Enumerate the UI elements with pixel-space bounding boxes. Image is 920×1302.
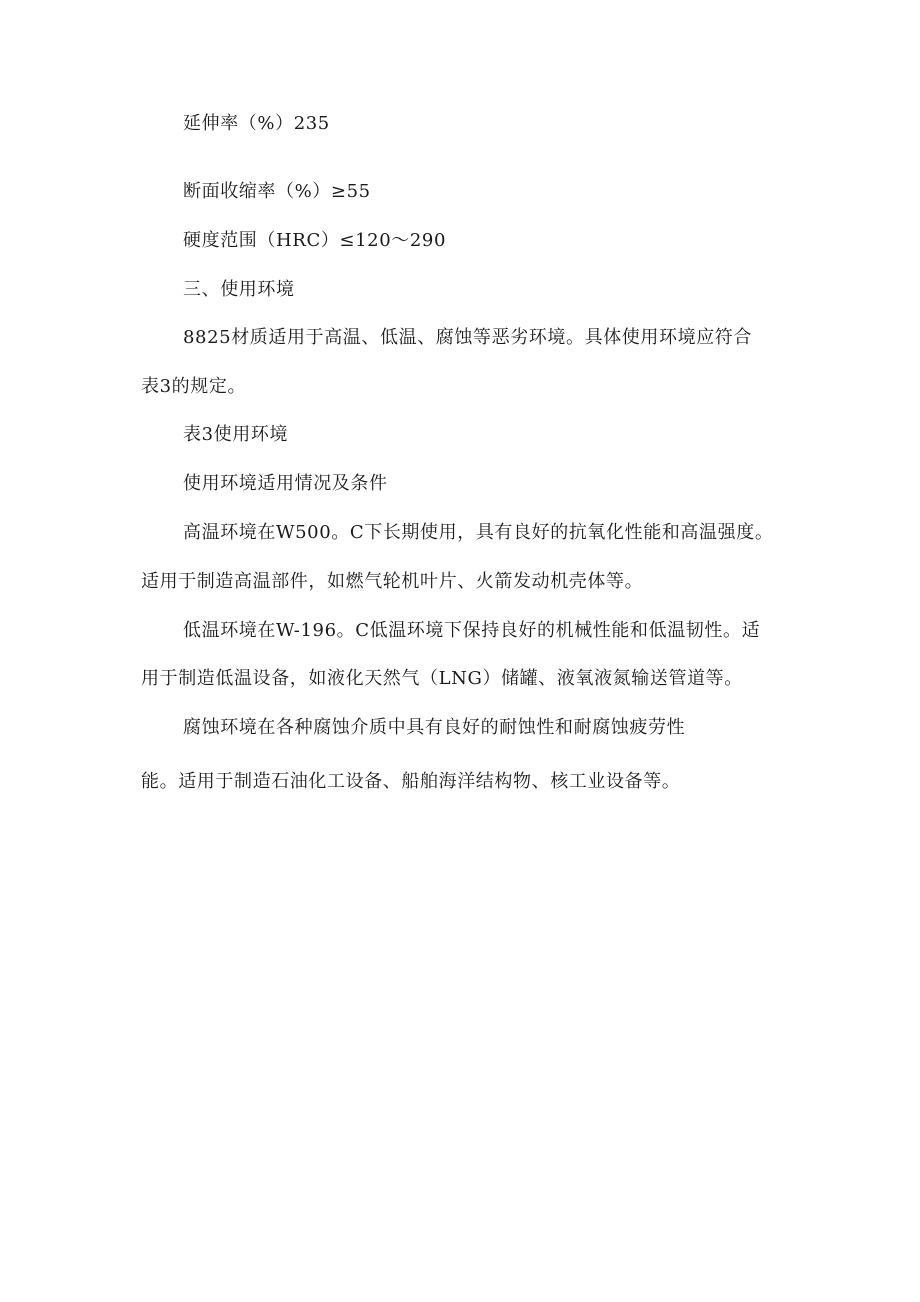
table-header: 使用环境适用情况及条件 <box>183 473 388 494</box>
paragraph-intro-line-1: 8825材质适用于高温、低温、腐蚀等恶劣环境。具体使用环境应符合 <box>183 327 753 348</box>
low-temp-line-1: 低温环境在W-196。C低温环境下保持良好的机械性能和低温韧性。适 <box>183 620 761 641</box>
paragraph-intro-line-2: 表3的规定。 <box>141 376 247 397</box>
area-reduction-line: 断面收缩率（%）≥55 <box>183 181 371 202</box>
corrosion-line-1: 腐蚀环境在各种腐蚀介质中具有良好的耐蚀性和耐腐蚀疲劳性 <box>183 717 686 738</box>
table-caption: 表3使用环境 <box>183 424 289 445</box>
hardness-range-line: 硬度范围（HRC）≤120～290 <box>183 230 447 251</box>
high-temp-line-2: 适用于制造高温部件，如燃气轮机叶片、火箭发动机壳体等。 <box>141 571 644 592</box>
high-temp-line-1: 高温环境在W500。C下长期使用，具有良好的抗氧化性能和高温强度。 <box>183 522 774 543</box>
section-heading-usage-environment: 三、使用环境 <box>183 279 295 300</box>
low-temp-line-2: 用于制造低温设备，如液化天然气（LNG）储罐、液氧液氮输送管道等。 <box>141 668 743 689</box>
corrosion-line-2: 能。适用于制造石油化工设备、船舶海洋结构物、核工业设备等。 <box>141 771 681 792</box>
elongation-line: 延伸率（%）235 <box>183 113 330 134</box>
